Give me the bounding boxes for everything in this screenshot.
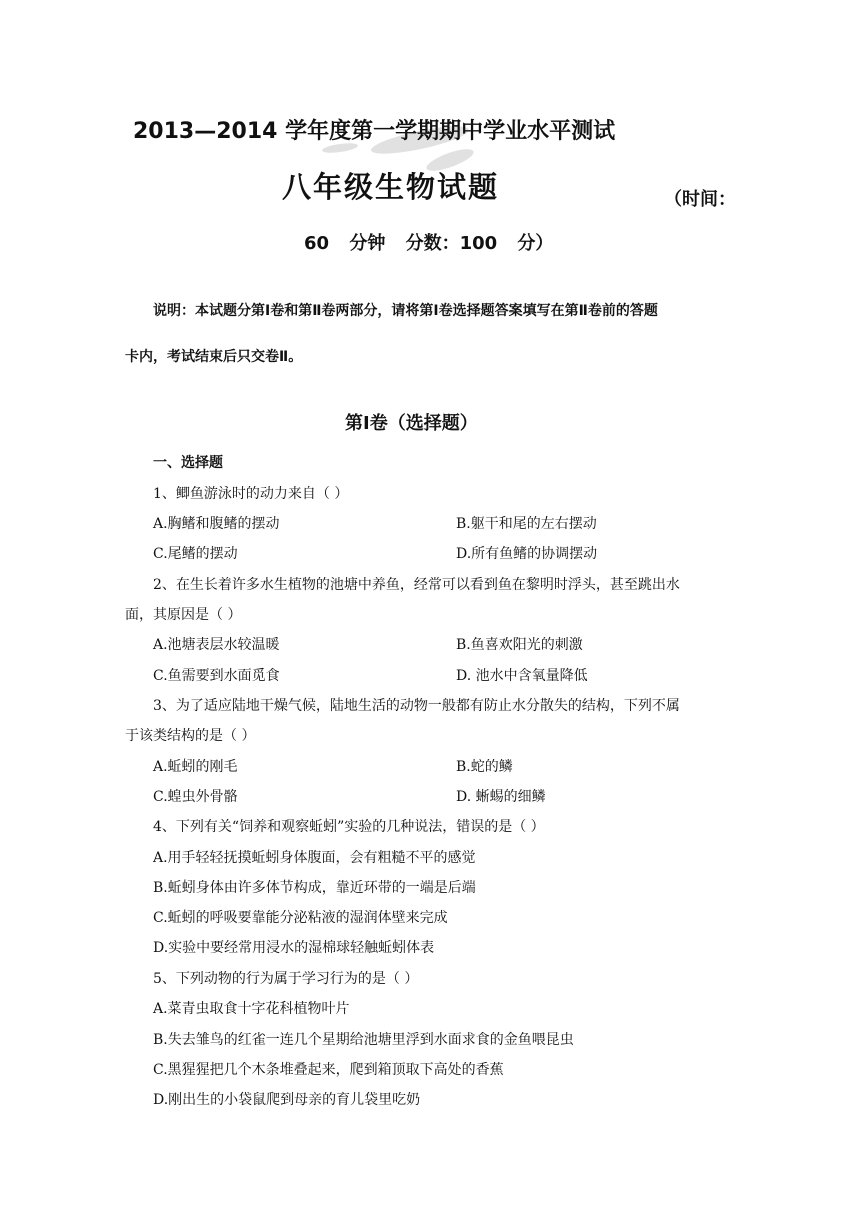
- question-3-option-b: B.蛇的鳞: [456, 759, 513, 775]
- section-title: 第Ⅰ卷（选择题）: [345, 413, 478, 434]
- exam-title: 2013—2014 学年度第一学期期中学业水平测试: [133, 119, 616, 144]
- question-5-option-d: D.刚出生的小袋鼠爬到母亲的育儿袋里吃奶: [153, 1092, 421, 1108]
- question-1-stem: 1、鲫鱼游泳时的动力来自（ ）: [153, 486, 349, 502]
- question-5-option-b: B.失去雏鸟的红雀一连几个星期给池塘里浮到水面求食的金鱼喂昆虫: [153, 1032, 574, 1048]
- question-3-option-d: D. 蜥蜴的细鳞: [456, 789, 546, 805]
- question-2-option-d: D. 池水中含氧量降低: [456, 668, 588, 684]
- exam-time-label: （时间：: [664, 189, 736, 210]
- instructions-line-2: 卡内，考试结束后只交卷Ⅱ。: [125, 349, 303, 365]
- question-3-stem: 3、为了适应陆地干燥气候，陆地生活的动物一般都有防止水分散失的结构，下列不属: [153, 698, 680, 714]
- question-3-option-a: A.蚯蚓的刚毛: [153, 759, 238, 775]
- question-1-option-a: A.胸鳍和腹鳍的摆动: [153, 516, 280, 532]
- exam-time-score: 60 分钟 分数：100 分）: [304, 233, 554, 254]
- question-1-option-d: D.所有鱼鳍的协调摆动: [456, 546, 598, 562]
- question-3-stem-cont: 于该类结构的是（ ）: [125, 728, 256, 744]
- question-5-option-a: A.菜青虫取食十字花科植物叶片: [153, 1001, 350, 1017]
- question-2-option-c: C.鱼需要到水面觅食: [153, 668, 280, 684]
- question-3-option-c: C.蝗虫外骨骼: [153, 789, 238, 805]
- question-1-option-b: B.躯干和尾的左右摆动: [456, 516, 597, 532]
- question-4-option-c: C.蚯蚓的呼吸要靠能分泌粘液的湿润体壁来完成: [153, 910, 448, 926]
- exam-subject-title: 八年级生物试题: [282, 170, 500, 204]
- question-5-stem: 5、下列动物的行为属于学习行为的是（ ）: [153, 971, 419, 987]
- question-2-stem: 2、在生长着许多水生植物的池塘中养鱼，经常可以看到鱼在黎明时浮头，甚至跳出水: [153, 577, 680, 593]
- question-2-option-b: B.鱼喜欢阳光的刺激: [456, 637, 583, 653]
- question-4-stem: 4、下列有关“饲养和观察蚯蚓”实验的几种说法，错误的是（ ）: [153, 819, 545, 835]
- question-4-option-a: A.用手轻轻抚摸蚯蚓身体腹面，会有粗糙不平的感觉: [153, 850, 476, 866]
- instructions-line-1: 说明：本试题分第Ⅰ卷和第Ⅱ卷两部分，请将第Ⅰ卷选择题答案填写在第Ⅱ卷前的答题: [153, 303, 658, 319]
- question-4-option-b: B.蚯蚓身体由许多体节构成，靠近环带的一端是后端: [153, 880, 476, 896]
- question-1-option-c: C.尾鳍的摆动: [153, 546, 238, 562]
- question-5-option-c: C.黑猩猩把几个木条堆叠起来，爬到箱顶取下高处的香蕉: [153, 1062, 504, 1078]
- question-2-option-a: A.池塘表层水较温暖: [153, 637, 280, 653]
- question-4-option-d: D.实验中要经常用浸水的湿棉球轻触蚯蚓体表: [153, 940, 435, 956]
- part-title: 一、选择题: [153, 455, 223, 471]
- question-2-stem-cont: 面，其原因是（ ）: [125, 607, 242, 623]
